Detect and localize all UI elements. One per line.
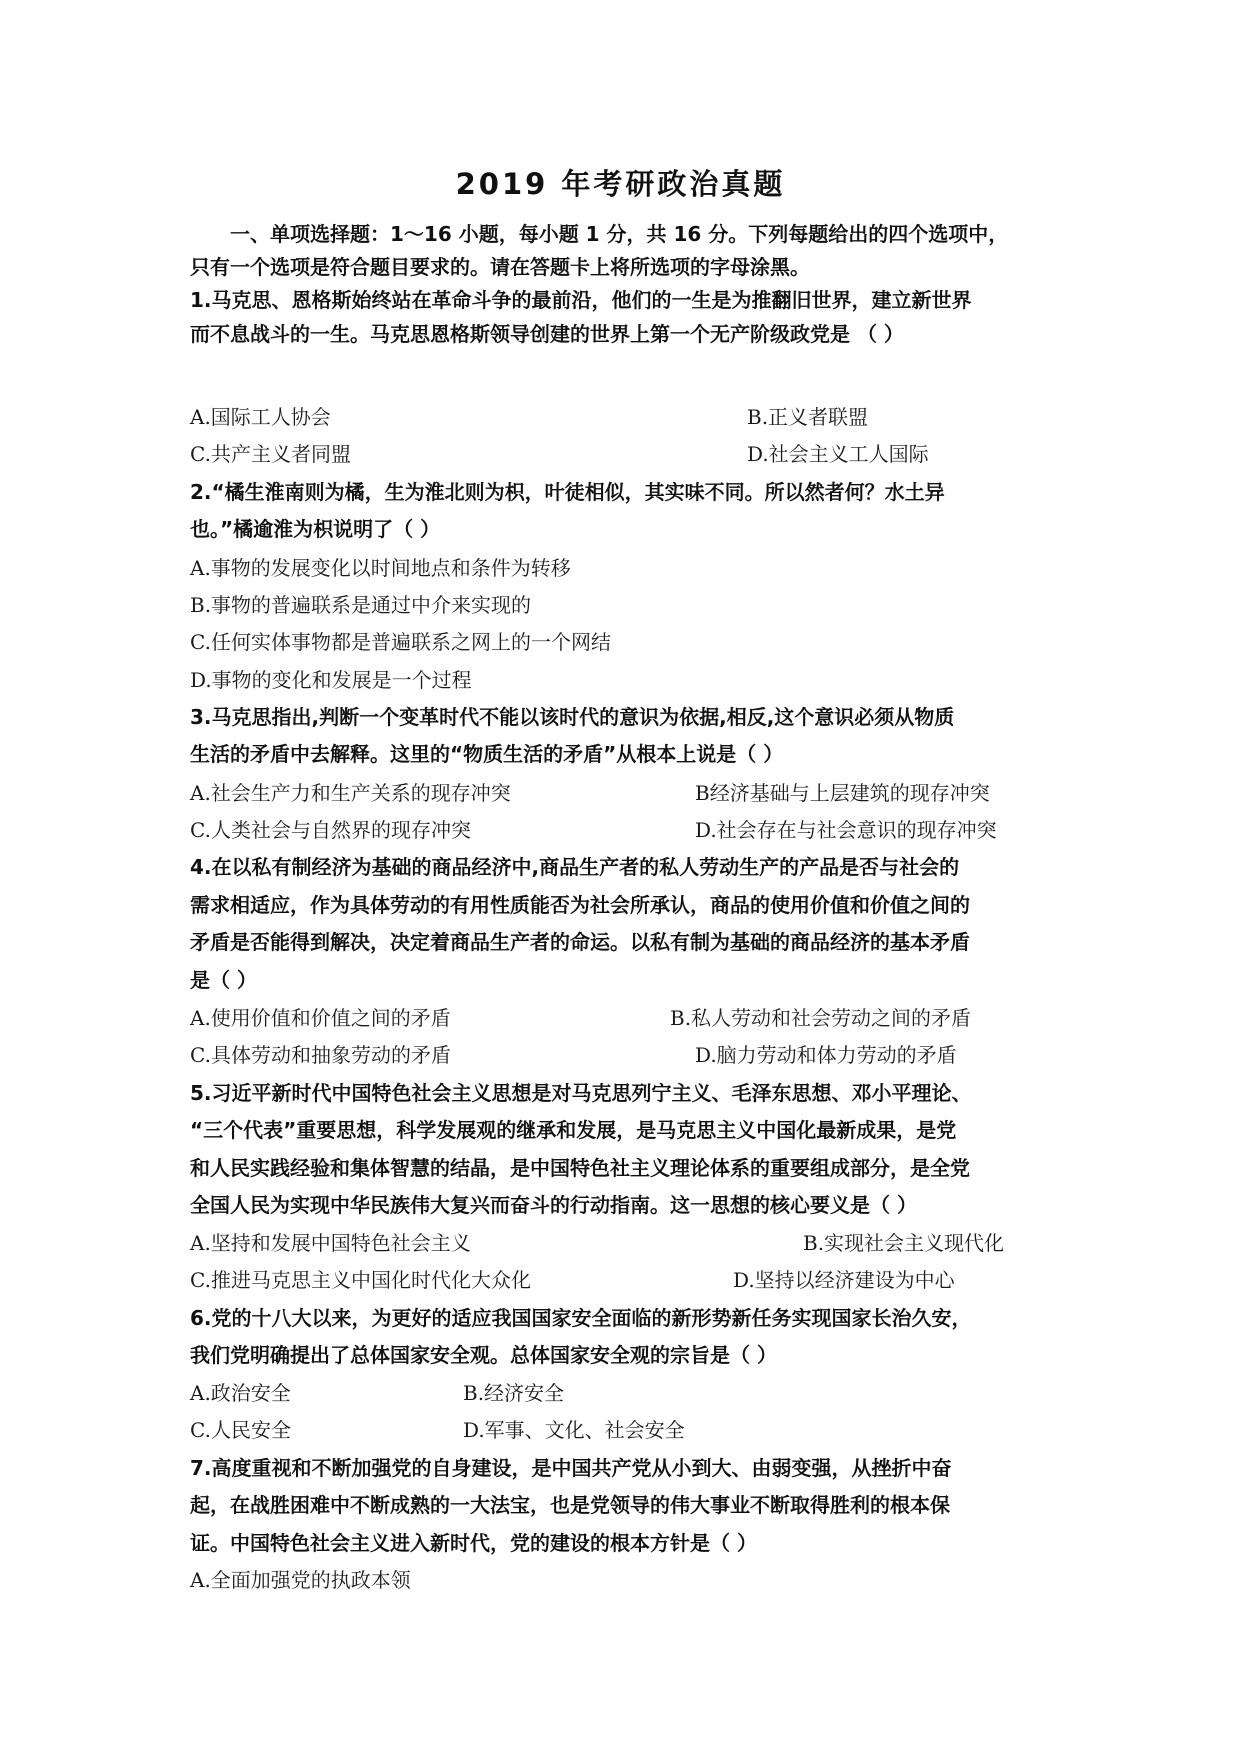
question-4-option-a: A.使用价值和价值之间的矛盾 — [190, 1006, 451, 1030]
question-7-stem-line-1: 7.高度重视和不断加强党的自身建设，是中国共产党从小到大、由弱变强，从挫折中奋 — [190, 1456, 952, 1480]
question-1-stem-line-2: 而不息战斗的一生。马克思恩格斯领导创建的世界上第一个无产阶级政党是 （ ） — [190, 322, 904, 346]
question-4-option-c: C.具体劳动和抽象劳动的矛盾 — [190, 1043, 451, 1067]
page-title: 2019 年考研政治真题 — [455, 167, 786, 201]
question-4-option-b: B.私人劳动和社会劳动之间的矛盾 — [670, 1006, 972, 1030]
question-6-option-d: D.军事、文化、社会安全 — [463, 1418, 685, 1442]
question-2-option-b: B.事物的普遍联系是通过中介来实现的 — [190, 593, 532, 617]
question-1-stem-line-1: 1.马克思、恩格斯始终站在革命斗争的最前沿，他们的一生是为推翻旧世界，建立新世界 — [190, 288, 972, 312]
question-2-stem-line-1: 2.“橘生淮南则为橘，生为淮北则为枳，叶徒相似，其实味不同。所以然者何？水土异 — [190, 480, 945, 504]
question-5-option-c: C.推进马克思主义中国化时代化大众化 — [190, 1268, 531, 1292]
section-instruction-line-1: 一、单项选择题：1～16 小题，每小题 1 分，共 16 分。下列每题给出的四个选项中， — [230, 222, 1009, 246]
question-3-option-a: A.社会生产力和生产关系的现存冲突 — [190, 781, 511, 805]
question-7-stem-line-2: 起，在战胜困难中不断成熟的一大法宝，也是党领导的伟大事业不断取得胜利的根本保 — [190, 1493, 950, 1517]
question-4-stem-line-2: 需求相适应，作为具体劳动的有用性质能否为社会所承认，商品的使用价值和价值之间的 — [190, 893, 970, 917]
question-6-option-b: B.经济安全 — [463, 1381, 565, 1405]
question-6-option-a: A.政治安全 — [190, 1381, 291, 1405]
question-6-stem-line-2: 我们党明确提出了总体国家安全观。总体国家安全观的宗旨是（ ） — [190, 1343, 777, 1367]
question-5-option-d: D.坚持以经济建设为中心 — [733, 1268, 955, 1292]
question-2-stem-line-2: 也。”橘逾淮为枳说明了（ ） — [190, 517, 441, 541]
question-1-option-b: B.正义者联盟 — [747, 405, 869, 429]
question-2-option-a: A.事物的发展变化以时间地点和条件为转移 — [190, 556, 571, 580]
question-2-option-c: C.任何实体事物都是普遍联系之网上的一个网结 — [190, 630, 611, 654]
question-5-stem-line-3: 和人民实践经验和集体智慧的结晶，是中国特色社主义理论体系的重要组成部分，是全党 — [190, 1156, 970, 1180]
question-4-stem-line-1: 4.在以私有制经济为基础的商品经济中,商品生产者的私人劳动生产的产品是否与社会的 — [190, 855, 960, 879]
question-4-option-d: D.脑力劳动和体力劳动的矛盾 — [695, 1043, 957, 1067]
question-1-option-d: D.社会主义工人国际 — [747, 442, 929, 466]
question-6-option-c: C.人民安全 — [190, 1418, 291, 1442]
question-5-option-a: A.坚持和发展中国特色社会主义 — [190, 1231, 471, 1255]
question-5-option-b: B.实现社会主义现代化 — [803, 1231, 1005, 1255]
question-3-option-d: D.社会存在与社会意识的现存冲突 — [695, 818, 997, 842]
question-5-stem-line-2: “三个代表”重要思想，科学发展观的继承和发展，是马克思主义中国化最新成果，是党 — [190, 1118, 957, 1142]
question-6-stem-line-1: 6.党的十八大以来，为更好的适应我国国家安全面临的新形势新任务实现国家长治久安， — [190, 1306, 972, 1330]
question-7-option-a: A.全面加强党的执政本领 — [190, 1568, 411, 1592]
section-instruction-line-2: 只有一个选项是符合题目要求的。请在答题卡上将所选项的字母涂黑。 — [190, 255, 810, 279]
question-4-stem-line-4: 是（ ） — [190, 968, 257, 992]
question-3-stem-line-2: 生活的矛盾中去解释。这里的“物质生活的矛盾”从根本上说是（ ） — [190, 742, 784, 766]
question-7-stem-line-3: 证。中国特色社会主义进入新时代，党的建设的根本方针是（ ） — [190, 1531, 757, 1555]
question-5-stem-line-4: 全国人民为实现中华民族伟大复兴而奋斗的行动指南。这一思想的核心要义是（ ） — [190, 1193, 917, 1217]
question-5-stem-line-1: 5.习近平新时代中国特色社会主义思想是对马克思列宁主义、毛泽东思想、邓小平理论、 — [190, 1081, 972, 1105]
question-3-option-c: C.人类社会与自然界的现存冲突 — [190, 818, 471, 842]
question-4-stem-line-3: 矛盾是否能得到解决，决定着商品生产者的命运。以私有制为基础的商品经济的基本矛盾 — [190, 930, 970, 954]
question-3-stem-line-1: 3.马克思指出,判断一个变革时代不能以该时代的意识为依据,相反,这个意识必须从物质 — [190, 705, 955, 729]
question-3-option-b: B经济基础与上层建筑的现存冲突 — [695, 781, 990, 805]
question-1-option-a: A.国际工人协会 — [190, 405, 331, 429]
question-1-option-c: C.共产主义者同盟 — [190, 442, 351, 466]
question-2-option-d: D.事物的变化和发展是一个过程 — [190, 668, 472, 692]
